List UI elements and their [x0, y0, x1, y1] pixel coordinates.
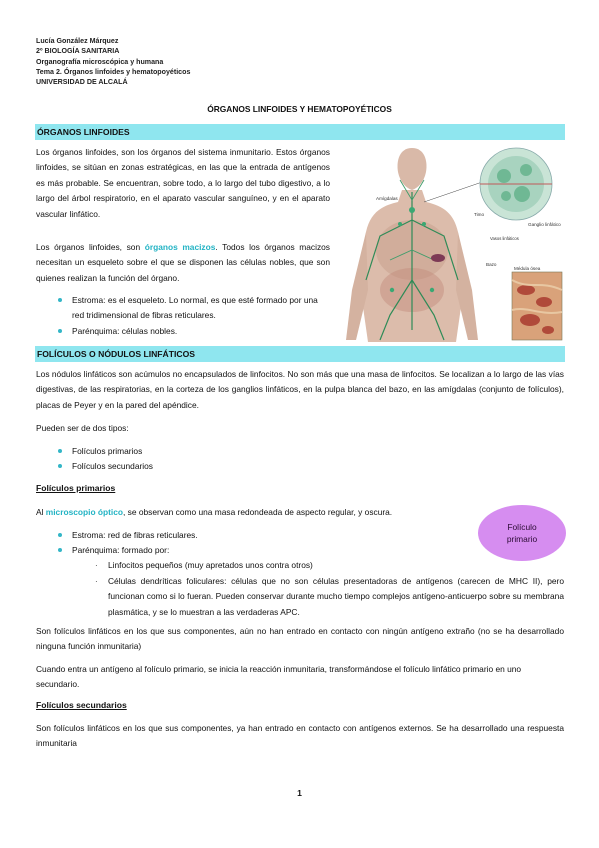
list-item: Estroma: es el esqueleto. Lo normal, es que esté formado por una red tridimensional de fibras reticulares.: [72, 293, 330, 324]
lymphatic-system-figure: [340, 140, 563, 342]
paragraph: Los órganos linfoides, son los órganos del sistema inmunitario. Estos órganos linfoides, se sitúan en zonas estratégicas, en las que la entrada de antígenos es más probable. Se encuentran, sobre todo, a lo largo del tubo digestivo, a lo largo del árbol respiratorio, en el aparato vascular sanguíneo, y en el aparato vascular linfático.: [36, 147, 330, 219]
paragraph: Son folículos linfáticos en los que sus componentes, aún no han entrado en contacto con ningún antígeno extraño (no se ha desarrollado ninguna función inmunitaria): [36, 626, 564, 652]
paragraph: Son folículos linfáticos en los que sus componentes, ya han entrado en contacto con antígenos externos. Se ha desarrollado una respuesta inmunitaria: [36, 723, 564, 749]
page-number: 1: [297, 788, 302, 798]
subsection-heading: Folículos primarios: [36, 483, 116, 493]
course-name: 2º BIOLOGÍA SANITARIA: [36, 47, 120, 56]
paragraph: Los órganos linfoides, son órganos macizos. Todos los órganos macizos necesitan un esqueleto sobre el que se disponen las células nobles, que son quienes realizan la función del órgano.: [36, 242, 330, 283]
bullet-icon: [58, 449, 62, 453]
paragraph: Cuando entra un antígeno al folículo primario, se inicia la reacción inmunitaria, transformándose el folículo linfático primario en uno secundario.: [36, 664, 522, 690]
bullet-icon: [58, 329, 62, 333]
figure-label: Médula ósea: [514, 266, 541, 271]
sub-list-item: · Linfocitos pequeños (muy apretados unos contra otros): [108, 558, 564, 573]
section-heading: FOLÍCULOS O NÓDULOS LINFÁTICOS: [37, 349, 196, 359]
document-header: [36, 36, 190, 87]
figure-label: Amígdalas: [376, 196, 398, 201]
list-item: Parénquima: formado por:: [72, 543, 452, 558]
list-item: Folículos primarios: [72, 444, 372, 459]
figure-label: Vasos linfáticos: [490, 236, 519, 241]
section-heading-bar: [35, 346, 565, 362]
sub-list-item: · Células dendríticas foliculares: células que no son células presentadoras de antígenos (carecen de MHC II), pero funcionan como si lo fueran. Pueden conservar durante mucho tiempo complejos antígeno-anticuerpo sobre su membrana plasmática, y se lo muestran a las verdaderas APC.: [95, 576, 564, 617]
sub-bullet-icon: ·: [95, 577, 98, 586]
list-item: Folículos secundarios: [72, 459, 372, 474]
primary-follicle-bubble: Folículo primario: [478, 505, 566, 561]
figure-label: Bazo: [486, 262, 497, 267]
list-item: Parénquima: células nobles.: [72, 324, 330, 339]
paragraph: Los nódulos linfáticos son acúmulos no encapsulados de linfocitos. No son más que una masa de linfocitos. Se localizan a lo largo de las vías digestivas, de las respiratorias, en la corteza de los ganglios linfáticos, en la pulpa blanca del bazo, en las amígdalas (conjunto de folículos), placas de Peyer y en la pared del apéndice.: [36, 369, 564, 410]
figure-label: Ganglio linfático: [528, 222, 561, 227]
figure-label: Timo: [474, 212, 485, 217]
author-name: Lucía González Márquez: [36, 37, 119, 45]
subsection-heading: Folículos secundarios: [36, 700, 127, 710]
topic-name: Tema 2. Órganos linfoides y hematopoyéticos: [36, 67, 191, 76]
bullet-icon: [58, 298, 62, 302]
sub-bullet-icon: ·: [95, 561, 98, 570]
paragraph: Al microscopio óptico, se observan como una masa redondeada de aspecto regular, y oscura.: [36, 507, 393, 517]
paragraph: Pueden ser de dos tipos:: [36, 423, 129, 433]
bullet-icon: [58, 533, 62, 537]
list-item: Estroma: red de fibras reticulares.: [72, 528, 452, 543]
highlight-term: órganos macizos: [144, 242, 216, 252]
highlight-term: microscopio óptico: [45, 507, 124, 517]
document-title: ÓRGANOS LINFOIDES Y HEMATOPOYÉTICOS: [207, 104, 392, 114]
section-heading-bar: [35, 124, 565, 140]
university-name: UNIVERSIDAD DE ALCALÁ: [36, 78, 128, 87]
subject-name: Organografía microscópica y humana: [36, 57, 164, 66]
section-heading: ÓRGANOS LINFOIDES: [37, 127, 130, 137]
bullet-icon: [58, 464, 62, 468]
bullet-icon: [58, 548, 62, 552]
